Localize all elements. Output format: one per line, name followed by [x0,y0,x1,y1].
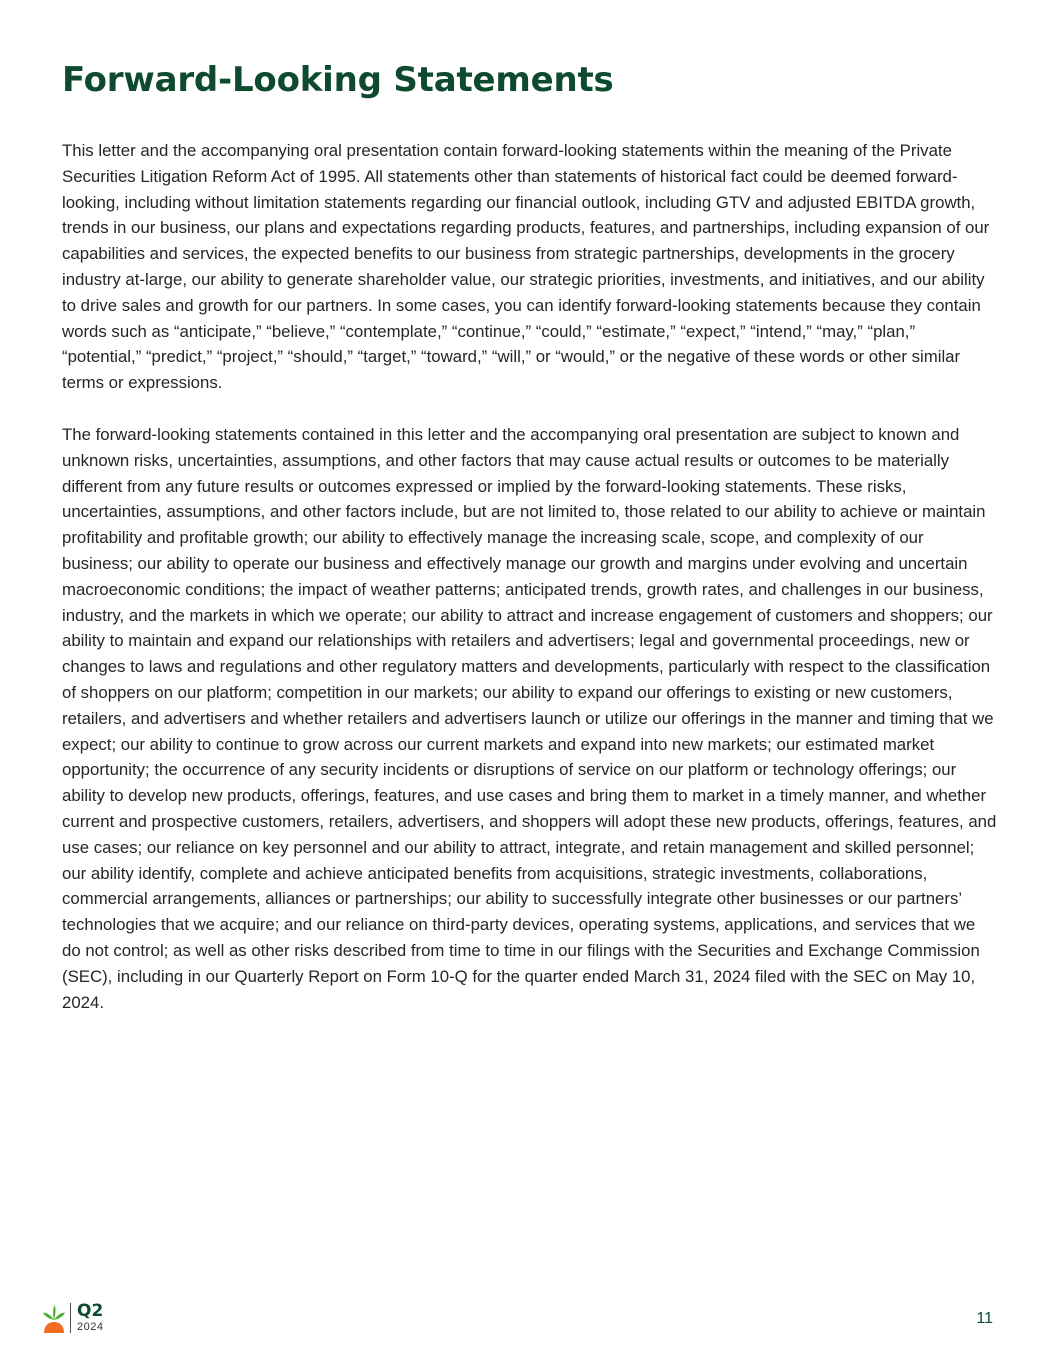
logo-divider [70,1303,71,1333]
paragraph-intro: This letter and the accompanying oral presentation contain forward-looking statements within the meaning of the Private Securities Litigation Reform Act of 1995. All statements other than statements of historical fact could be deemed forward-looking, including without limitation statements regarding our financial outlook, including GTV and adjusted EBITDA growth, trends in our business, our plans and expectations regarding products, features, and partnerships, including expansion of our capabilities and services, the expected benefits to our business from strategic partnerships, developments in the grocery industry at-large, our ability to generate shareholder value, our strategic priorities, investments, and initiatives, and our ability to drive sales and growth for our partners. In some cases, you can identify forward-looking statements because they contain words such as “anticipate,” “believe,” “contemplate,” “continue,” “could,” “estimate,” “expect,” “intend,” “may,” “plan,” “potential,” “predict,” “project,” “should,” “target,” “toward,” “will,” or “would,” or the negative of these words or other similar terms or expressions. [62,141,990,393]
footer-logo [42,1300,103,1336]
paragraph-risks: The forward-looking statements contained in this letter and the accompanying oral presentation are subject to known and unknown risks, uncertainties, assumptions, and other factors that may cause actual results or outcomes to be materially different from any future results or outcomes expressed or implied by the forward-looking statements. These risks, uncertainties, assumptions, and other factors include, but are not limited to, those related to our ability to achieve or maintain profitability and profitable growth; our ability to effectively manage the increasing scale, scope, and complexity of our business; our ability to operate our business and effectively manage our growth and margins under evolving and uncertain macroeconomic conditions; the impact of weather patterns; anticipated trends, growth rates, and challenges in our business, industry, and the markets in which we operate; our ability to attract and increase engagement of customers and shoppers; our ability to maintain and expand our relationships with retailers and advertisers; legal and governmental proceedings, new or changes to laws and regulations and other regulatory matters and developments, particularly with respect to the classification of shoppers on our platform; competition in our markets; our ability to expand our offerings to existing or new customers, retailers, and advertisers and whether retailers and advertisers launch or utilize our offerings in the manner and timing that we expect; our ability to continue to grow across our current markets and expand into new markets; our estimated market opportunity; the occurrence of any security incidents or disruptions of service on our platform or technology offerings; our ability to develop new products, offerings, features, and use cases and bring them to market in a timely manner, and whether current and prospective customers, retailers, advertisers, and shoppers will adopt these new products, offerings, features, and use cases; our reliance on key personnel and our ability to attract, integrate, and retain management and skilled personnel; our ability identify, complete and achieve anticipated benefits from acquisitions, strategic investments, collaborations, commercial arrangements, alliances or partnerships; our ability to successfully integrate other businesses or our partners’ technologies that we acquire; and our reliance on third-party devices, operating systems, applications, and services that we do not control; as well as other risks described from time to time in our filings with the Securities and Exchange Commission (SEC), including in our Quarterly Report on Form 10-Q for the quarter ended March 31, 2024 filed with the SEC on May 10, 2024. [62,424,997,1012]
year-label: 2024 [77,1321,104,1333]
carrot-icon [42,1302,66,1334]
document-body [62,138,997,1041]
quarter-label: Q2 [77,1301,104,1321]
quarter-block [77,1303,103,1333]
page-number: 11 [976,1310,993,1327]
page-title: Forward-Looking Statements [62,60,614,100]
